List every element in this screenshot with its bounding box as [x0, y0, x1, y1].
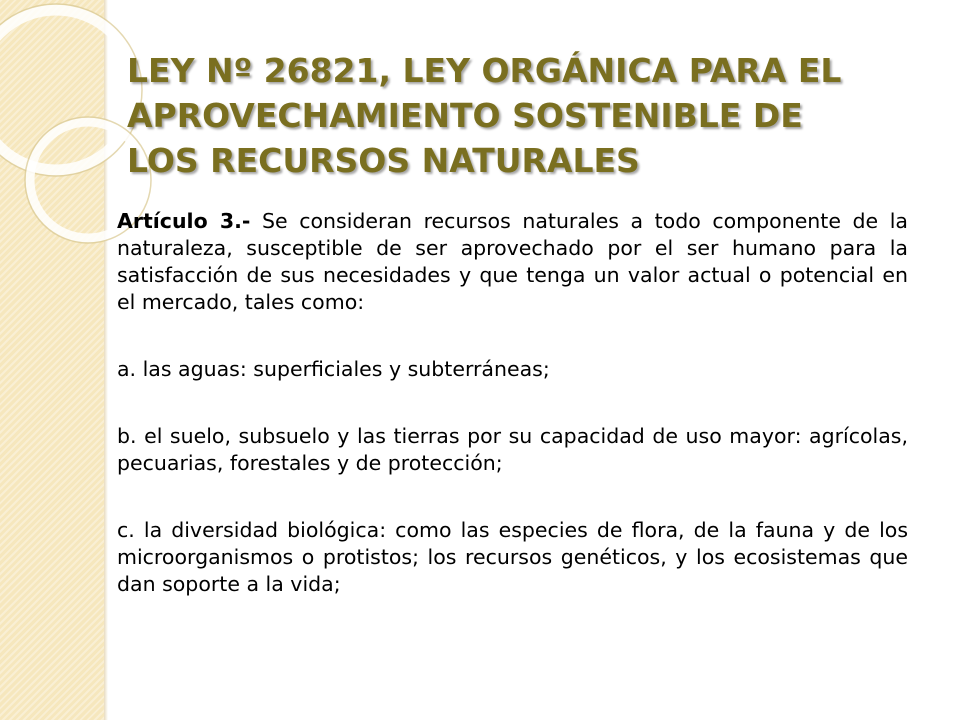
list-item-b: b. el suelo, subsuelo y las tierras por su capacidad de uso mayor: agrícolas, pecuarias, forestales y de protección; — [117, 424, 908, 475]
slide-title — [127, 48, 927, 183]
article-paragraph — [117, 208, 908, 316]
decorative-ring-outline — [0, 4, 142, 176]
article-label: Artículo 3.- — [117, 209, 251, 233]
slide-title-line-1: LEY Nº 26821, LEY ORGÁNICA PARA EL — [127, 51, 842, 90]
decorative-ring-large — [0, 10, 136, 170]
article-text: Se consideran recursos naturales a todo componente de la naturaleza, susceptible de ser aprovechado por el ser humano para la satisfacción de sus necesidades y que tenga un valor actual o potencial en el mercado, tales como: — [117, 209, 908, 314]
slide-title-line-2: APROVECHAMIENTO SOSTENIBLE DE — [127, 96, 803, 135]
slide-body — [117, 208, 908, 598]
list-item-c: c. la diversidad biológica: como las especies de flora, de la fauna y de los microorganismos o protistos; los recursos genéticos, y los ecosistemas que dan soporte a la vida; — [117, 518, 908, 596]
list-item-a: a. las aguas: superficiales y subterráneas; — [117, 357, 550, 381]
slide-title-line-3: LOS RECURSOS NATURALES — [127, 141, 640, 180]
